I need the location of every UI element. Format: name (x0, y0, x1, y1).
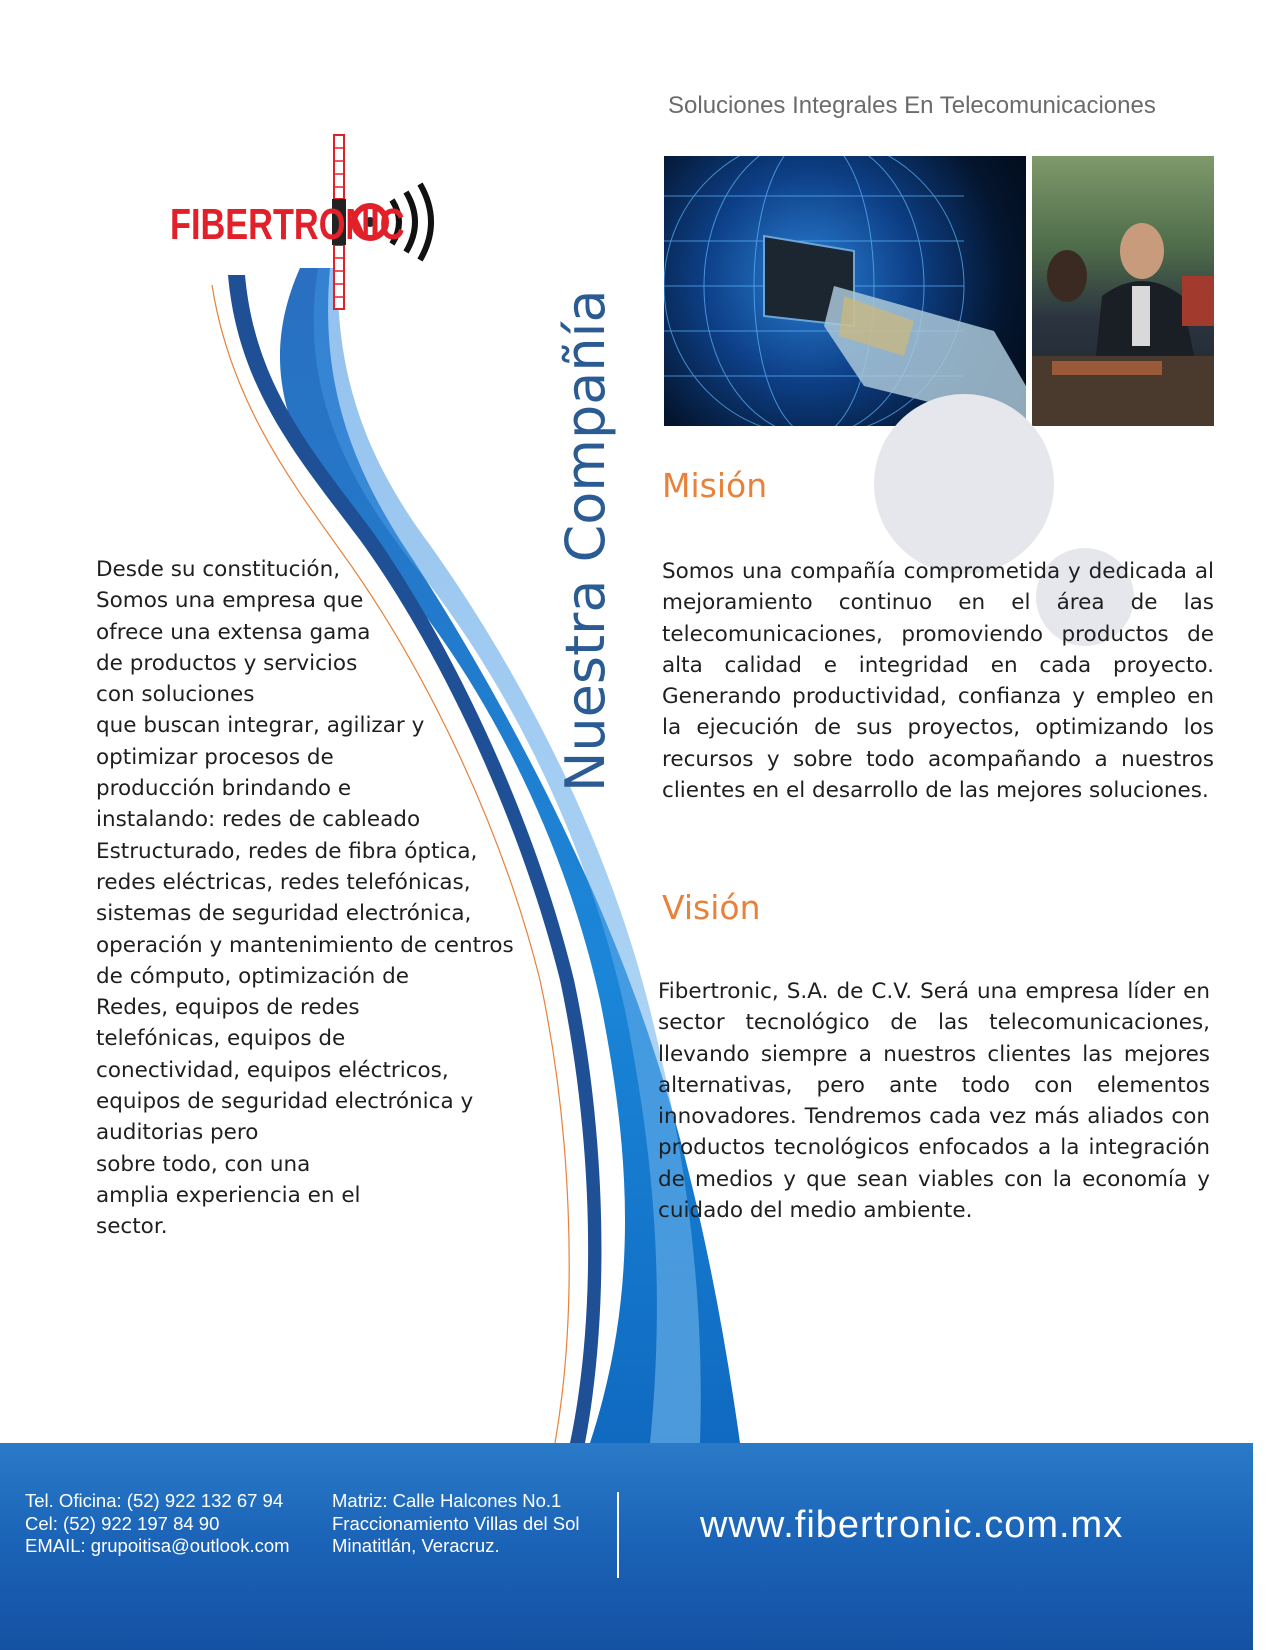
intro-line: con soluciones (96, 682, 255, 708)
footer-contact-info (25, 1490, 290, 1558)
intro-line: que buscan integrar, agilizar y (96, 713, 425, 739)
intro-line: de cómputo, optimización de (96, 963, 410, 989)
company-logo (170, 130, 450, 330)
intro-line: conectividad, equipos eléctricos, (96, 1057, 449, 1083)
intro-line: amplia experiencia en el (96, 1182, 361, 1208)
mobile-phone: Cel: (52) 922 197 84 90 (25, 1512, 220, 1534)
tagline: Soluciones Integrales En Telecomunicaciones (668, 92, 1156, 119)
page-title-vertical: Nuestra Compañía (554, 289, 617, 792)
intro-line: Somos una empresa que (96, 588, 364, 614)
address-line-3: Minatitlán, Veracruz. (332, 1535, 500, 1556)
intro-line: sector. (96, 1214, 168, 1240)
intro-line: optimizar procesos de (96, 744, 334, 770)
decorative-circle-large (874, 394, 1054, 574)
address-line-1: Matriz: Calle Halcones No.1 (332, 1490, 562, 1511)
intro-line: sobre todo, con una (96, 1151, 311, 1177)
intro-line: de productos y servicios (96, 650, 358, 676)
intro-line: auditorias pero (96, 1120, 259, 1146)
intro-line: Desde su constitución, (96, 557, 341, 582)
intro-line: operación y mantenimiento de centros (96, 932, 514, 958)
intro-line: Redes, equipos de redes (96, 995, 360, 1021)
office-phone: Tel. Oficina: (52) 922 132 67 94 (25, 1490, 284, 1511)
mision-paragraph: Somos una compañía comprometida y dedicada al mejoramiento continuo en el área de las telecomunicaciones, promoviendo productos de alta calidad e integridad en cada proyecto. Generando productividad, confianza y empleo en la ejecución de sus proyectos, optimizando los recursos y sobre todo acompañando a nuestros clientes en el desarrollo de las mejores soluciones. (662, 559, 1214, 804)
intro-paragraph (96, 554, 536, 1243)
intro-line: redes eléctricas, redes telefónicas, (96, 869, 471, 895)
mision-heading: Misión (662, 466, 768, 505)
vision-paragraph: Fibertronic, S.A. de C.V. Será una empresa líder en sector tecnológico de las telecomunicaciones, llevando siempre a nuestros clientes las mejores alternativas, pero ante todo con elementos innovadores. Tendremos cada vez más aliados con productos tecnológicos enfocados a la integración de medios y que sean viables con la economía y cuidado del medio ambiente. (658, 979, 1210, 1224)
address-line-2: Fraccionamiento Villas del Sol (332, 1512, 580, 1534)
network-globe-photo (664, 156, 1026, 426)
website-link[interactable]: www.fibertronic.com.mx (700, 1504, 1124, 1546)
footer-divider (617, 1492, 619, 1578)
intro-line: producción brindando e (96, 776, 352, 802)
intro-line: telefónicas, equipos de (96, 1026, 346, 1052)
vision-heading: Visión (662, 888, 761, 927)
intro-line: equipos de seguridad electrónica y (96, 1089, 474, 1115)
business-meeting-photo (1032, 156, 1214, 426)
intro-line: sistemas de seguridad electrónica, (96, 901, 472, 927)
intro-line: Estructurado, redes de fibra óptica, (96, 838, 478, 864)
intro-line: instalando: redes de cableado (96, 807, 421, 833)
intro-line: ofrece una extensa gama (96, 619, 371, 645)
logo-wordmark: FIBERTRONIC (170, 200, 405, 249)
email-link[interactable]: EMAIL: grupoitisa@outlook.com (25, 1535, 290, 1556)
footer-address (332, 1490, 579, 1558)
